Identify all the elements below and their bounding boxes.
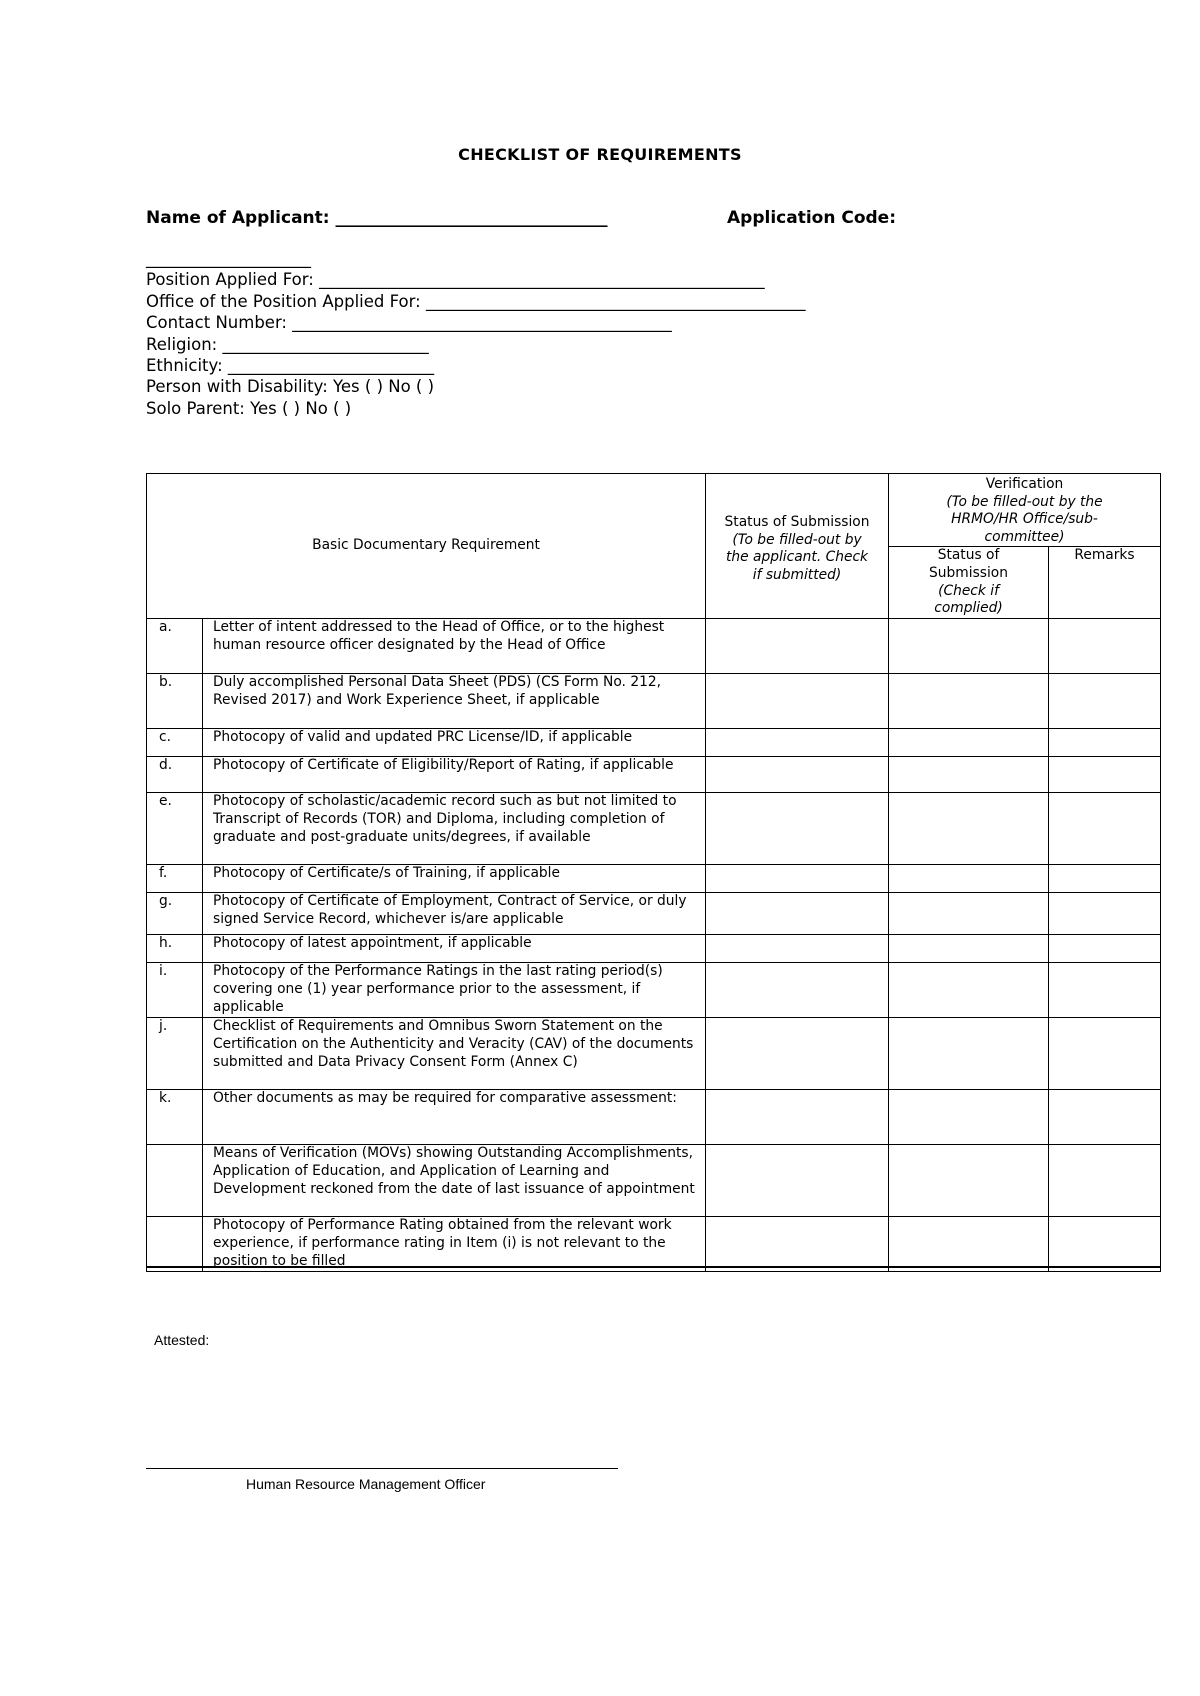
remarks-cell[interactable] xyxy=(1049,793,1161,865)
requirement-text: Photocopy of Certificate of Employment, Contract of Service, or duly signed Service Record, whichever is/are applicable xyxy=(203,893,706,935)
requirement-letter: b. xyxy=(147,674,203,729)
requirement-letter: j. xyxy=(147,1018,203,1090)
requirement-text: Means of Verification (MOVs) showing Outstanding Accomplishments, Application of Education, and Application of Learning and Development reckoned from the date of last issuance of appointment xyxy=(203,1145,706,1217)
applicant-status-cell[interactable] xyxy=(706,963,889,1018)
remarks-cell[interactable] xyxy=(1049,1090,1161,1145)
remarks-cell[interactable] xyxy=(1049,619,1161,674)
field-label: Office of the Position Applied For: xyxy=(146,291,421,311)
remarks-cell[interactable] xyxy=(1049,729,1161,757)
subheader-status xyxy=(889,547,1049,619)
verification-status-cell[interactable] xyxy=(889,1090,1049,1145)
requirements-table xyxy=(146,473,1161,1272)
requirement-letter xyxy=(147,1217,203,1272)
requirement-letter: g. xyxy=(147,893,203,935)
requirement-letter: h. xyxy=(147,935,203,963)
requirement-text: Photocopy of Performance Rating obtained from the relevant work experience, if performance rating in Item (i) is not relevant to the position to be filled xyxy=(203,1217,706,1272)
applicant-status-cell[interactable] xyxy=(706,865,889,893)
requirement-text: Letter of intent addressed to the Head of Office, or to the highest human resource officer designated by the Head of Office xyxy=(203,619,706,674)
applicant-status-cell[interactable] xyxy=(706,729,889,757)
verification-status-cell[interactable] xyxy=(889,963,1049,1018)
remarks-cell[interactable] xyxy=(1049,1018,1161,1090)
verification-status-cell[interactable] xyxy=(889,893,1049,935)
applicant-status-cell[interactable] xyxy=(706,757,889,793)
field-blank[interactable]: ______________________________________________ xyxy=(292,313,672,333)
remarks-cell[interactable] xyxy=(1049,757,1161,793)
requirement-row xyxy=(147,793,1161,865)
field-solo-parent xyxy=(146,398,805,419)
verification-status-cell[interactable] xyxy=(889,935,1049,963)
applicant-status-cell[interactable] xyxy=(706,1145,889,1217)
field-label: Ethnicity: xyxy=(146,356,223,376)
requirement-letter: i. xyxy=(147,963,203,1018)
header-status-title: Status of Submission xyxy=(724,514,870,530)
verification-status-cell[interactable] xyxy=(889,674,1049,729)
remarks-cell[interactable] xyxy=(1049,893,1161,935)
verification-status-cell[interactable] xyxy=(889,1217,1049,1272)
requirement-text: Checklist of Requirements and Omnibus Sworn Statement on the Certification on the Authenticity and Veracity (CAV) of the documents submitted and Data Privacy Consent Form (Annex C) xyxy=(203,1018,706,1090)
verification-status-cell[interactable] xyxy=(889,619,1049,674)
requirement-letter: e. xyxy=(147,793,203,865)
field-label[interactable]: Solo Parent: Yes ( ) No ( ) xyxy=(146,398,352,418)
field-label: Religion: xyxy=(146,334,218,354)
signature-line[interactable] xyxy=(146,1468,618,1469)
applicant-status-cell[interactable] xyxy=(706,1018,889,1090)
applicant-status-cell[interactable] xyxy=(706,619,889,674)
remarks-cell[interactable] xyxy=(1049,1217,1161,1272)
verification-status-cell[interactable] xyxy=(889,729,1049,757)
verification-status-cell[interactable] xyxy=(889,865,1049,893)
requirement-text: Photocopy of Certificate/s of Training, if applicable xyxy=(203,865,706,893)
applicant-status-cell[interactable] xyxy=(706,935,889,963)
field-position xyxy=(146,269,805,290)
field-blank[interactable]: _________________________ xyxy=(222,334,429,354)
applicant-status-cell[interactable] xyxy=(706,674,889,729)
verification-status-cell[interactable] xyxy=(889,1145,1049,1217)
requirement-row xyxy=(147,1018,1161,1090)
verification-status-cell[interactable] xyxy=(889,1018,1049,1090)
applicant-status-cell[interactable] xyxy=(706,1090,889,1145)
requirement-letter: f. xyxy=(147,865,203,893)
requirement-row xyxy=(147,963,1161,1018)
requirement-row xyxy=(147,757,1161,793)
header-basic-requirement: Basic Documentary Requirement xyxy=(147,474,706,619)
remarks-cell[interactable] xyxy=(1049,865,1161,893)
field-blank[interactable]: _________________________ xyxy=(227,356,435,376)
applicant-status-cell[interactable] xyxy=(706,893,889,935)
subheader-status-title: Status of Submission xyxy=(929,547,1008,581)
requirement-letter: k. xyxy=(147,1090,203,1145)
requirement-row xyxy=(147,893,1161,935)
verification-status-cell[interactable] xyxy=(889,757,1049,793)
requirement-row xyxy=(147,729,1161,757)
field-ethnicity xyxy=(146,355,805,376)
document-title: CHECKLIST OF REQUIREMENTS xyxy=(458,145,742,164)
applicant-status-cell[interactable] xyxy=(706,1217,889,1272)
requirement-letter xyxy=(147,1145,203,1217)
requirement-text: Photocopy of latest appointment, if applicable xyxy=(203,935,706,963)
requirement-text: Photocopy of Certificate of Eligibility/Report of Rating, if applicable xyxy=(203,757,706,793)
field-pwd xyxy=(146,376,805,397)
header-verification xyxy=(889,474,1161,547)
remarks-cell[interactable] xyxy=(1049,935,1161,963)
table-bottom-rule xyxy=(146,1266,1161,1268)
application-code-blank[interactable]: ____________________ xyxy=(146,249,311,268)
requirement-letter: a. xyxy=(147,619,203,674)
field-blank[interactable]: ______________________________________________ xyxy=(425,291,806,311)
applicant-name-label: Name of Applicant: xyxy=(146,208,330,228)
remarks-cell[interactable] xyxy=(1049,1145,1161,1217)
verification-status-cell[interactable] xyxy=(889,793,1049,865)
requirement-row xyxy=(147,619,1161,674)
field-religion xyxy=(146,334,805,355)
header-verification-note: (To be filled-out by the HRMO/HR Office/sub-committee) xyxy=(946,493,1103,545)
requirement-text: Photocopy of the Performance Ratings in the last rating period(s) covering one (1) year performance prior to the assessment, if applicable xyxy=(203,963,706,1018)
application-code-line xyxy=(727,208,896,228)
remarks-cell[interactable] xyxy=(1049,674,1161,729)
field-office xyxy=(146,291,805,312)
requirement-letter: c. xyxy=(147,729,203,757)
requirement-row xyxy=(147,1145,1161,1217)
field-label[interactable]: Person with Disability: Yes ( ) No ( ) xyxy=(146,377,435,397)
applicant-status-cell[interactable] xyxy=(706,793,889,865)
subheader-remarks: Remarks xyxy=(1049,547,1161,619)
requirement-row xyxy=(147,1090,1161,1145)
requirement-row xyxy=(147,674,1161,729)
requirement-text: Photocopy of valid and updated PRC License/ID, if applicable xyxy=(203,729,706,757)
header-verification-title: Verification xyxy=(985,476,1064,492)
requirement-text: Other documents as may be required for comparative assessment: xyxy=(203,1090,706,1145)
requirement-text: Photocopy of scholastic/academic record such as but not limited to Transcript of Records (TOR) and Diploma, including completion of graduate and post-graduate units/degrees, if available xyxy=(203,793,706,865)
subheader-status-note: (Check if complied) xyxy=(934,582,1003,617)
header-status-of-submission xyxy=(706,474,889,619)
field-contact xyxy=(146,312,805,333)
requirement-row xyxy=(147,1217,1161,1272)
requirement-row xyxy=(147,865,1161,893)
applicant-name-line xyxy=(146,208,608,228)
requirement-text: Duly accomplished Personal Data Sheet (PDS) (CS Form No. 212, Revised 2017) and Work Experience Sheet, if applicable xyxy=(203,674,706,729)
remarks-cell[interactable] xyxy=(1049,963,1161,1018)
requirement-row xyxy=(147,935,1161,963)
field-blank[interactable]: ______________________________________________________ xyxy=(319,270,765,290)
field-label: Position Applied For: xyxy=(146,270,314,290)
application-code-label: Application Code: xyxy=(727,208,897,228)
field-label: Contact Number: xyxy=(146,313,287,333)
signatory-label: Human Resource Management Officer xyxy=(246,1476,486,1492)
applicant-name-blank[interactable]: ________________________________ xyxy=(335,208,608,228)
attested-label: Attested: xyxy=(154,1332,210,1348)
header-status-note: (To be filled-out by the applicant. Check if submitted) xyxy=(725,531,869,583)
applicant-fields xyxy=(146,248,805,419)
requirement-letter: d. xyxy=(147,757,203,793)
